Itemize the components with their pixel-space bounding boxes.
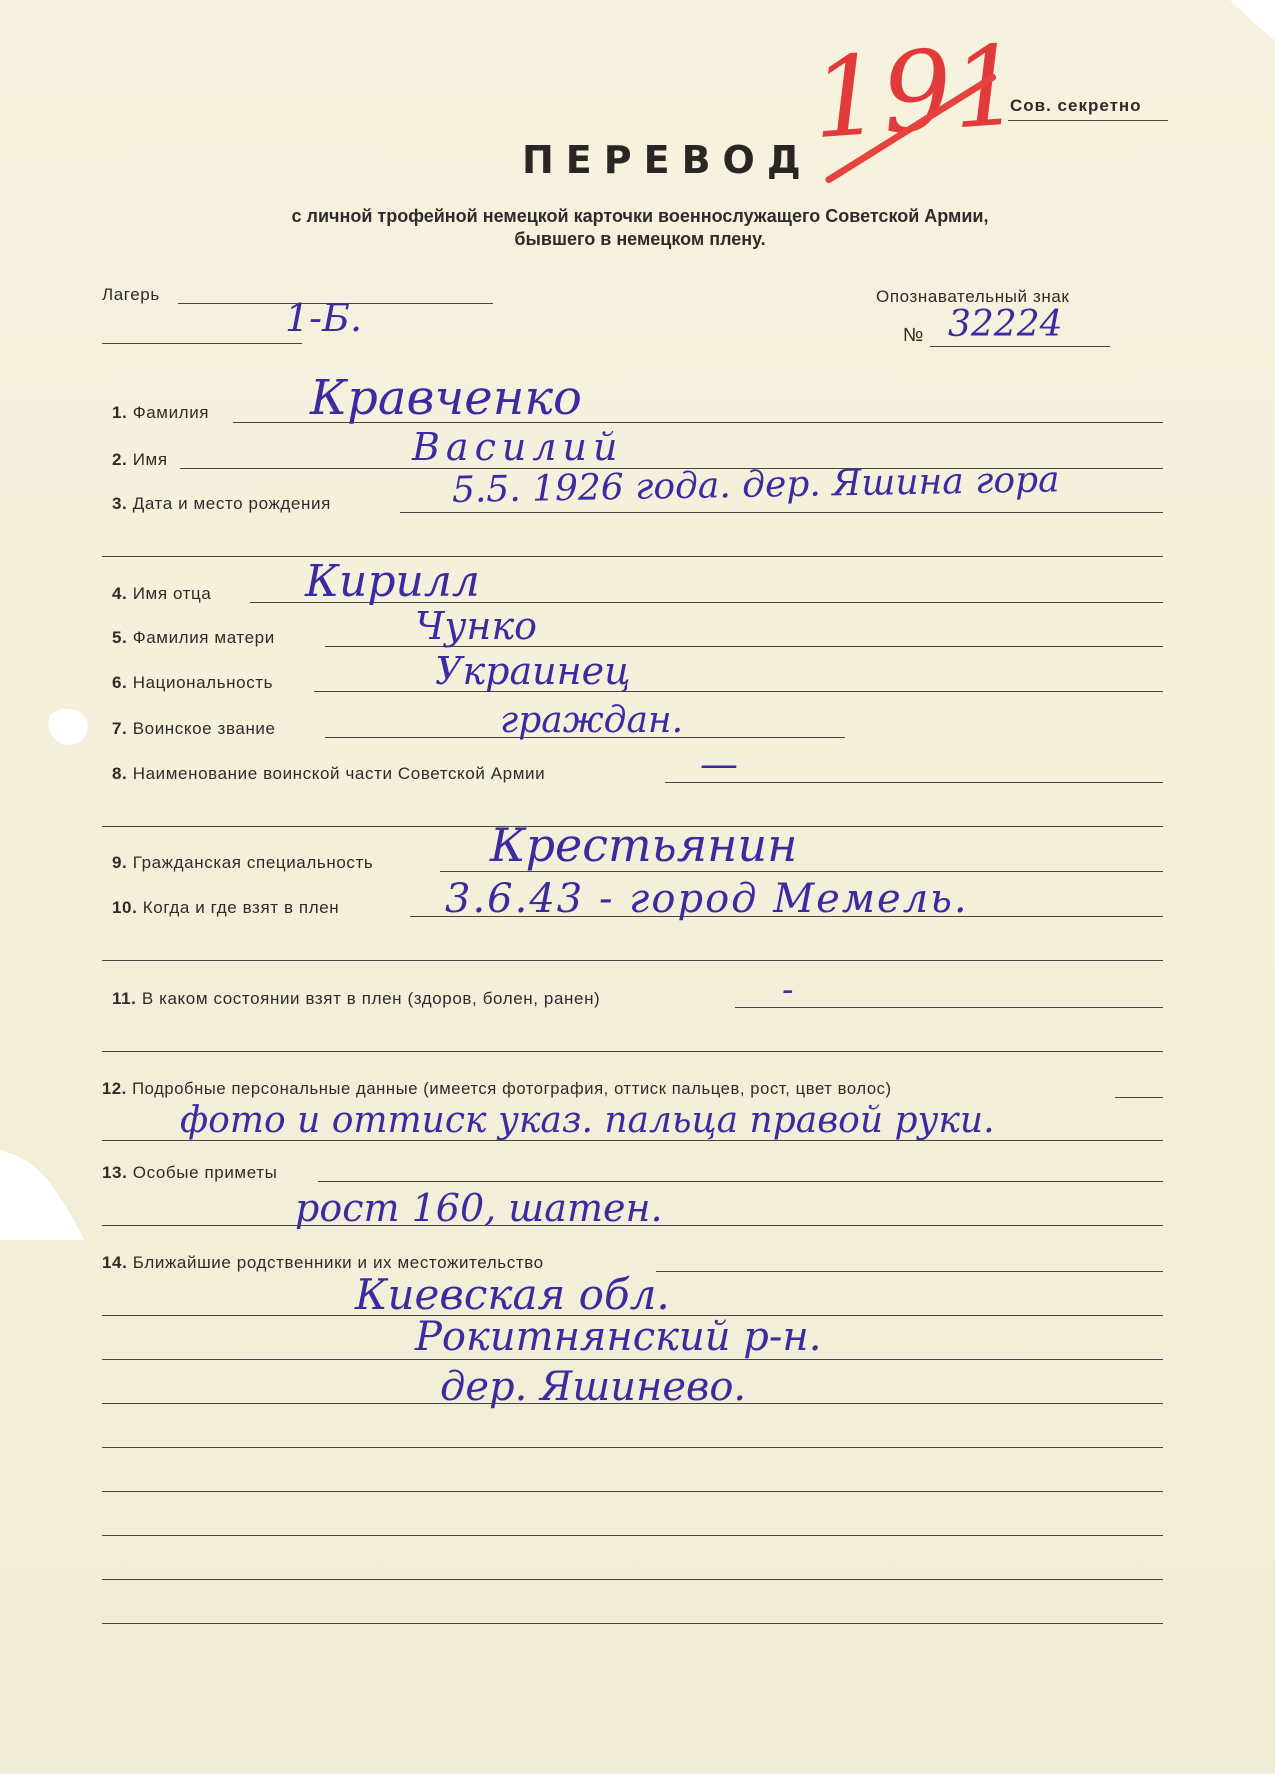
id-tag-label: Опознавательный знак — [876, 287, 1070, 306]
field-9-value: Крестьянин — [490, 818, 798, 872]
field-11-label: В каком состоянии взят в плен (здоров, болен, ранен) — [141, 989, 601, 1008]
punch-hole-top — [48, 709, 87, 745]
field-3-num: 3. — [112, 494, 128, 513]
field-9-num: 9. — [112, 853, 128, 872]
field-1-label: Фамилия — [132, 403, 210, 422]
field-13-value: рост 160, шатен. — [295, 1186, 663, 1230]
field-2-label: Имя — [132, 450, 168, 469]
field-12-value: фото и оттиск указ. пальца правой руки. — [180, 1100, 995, 1141]
field-7-num: 7. — [112, 719, 128, 738]
relatives-value-3: дер. Яшинево. — [440, 1364, 747, 1410]
field-7-value: граждан. — [500, 700, 684, 741]
field-6-label: Национальность — [132, 673, 274, 692]
field-11-num: 11. — [112, 989, 137, 1008]
field-8-num: 8. — [112, 764, 128, 783]
field-4-num: 4. — [112, 584, 128, 603]
field-14-label: Ближайшие родственники и их местожительство — [132, 1253, 544, 1272]
field-8-value: — — [700, 742, 738, 786]
field-1-value: Кравченко — [310, 370, 582, 426]
field-3-label: Дата и место рождения — [132, 494, 331, 513]
field-6-num: 6. — [112, 673, 128, 692]
field-2-num: 2. — [112, 450, 128, 469]
field-5-value: Чунко — [415, 604, 538, 648]
field-1-num: 1. — [112, 403, 128, 422]
field-2-value: Василий — [412, 425, 624, 469]
field-10-num: 10. — [112, 898, 138, 917]
field-6-value: Украинец — [435, 649, 631, 693]
field-7-label: Воинское звание — [132, 719, 276, 738]
field-9-label: Гражданская специальность — [132, 853, 374, 872]
field-13-num: 13. — [102, 1163, 128, 1182]
field-10-label: Когда и где взят в плен — [142, 898, 340, 917]
field-14-num: 14. — [102, 1253, 128, 1272]
field-11-value: - — [782, 970, 794, 1010]
id-tag-number-prefix: № — [903, 325, 924, 346]
field-12-label: Подробные персональные данные (имеется фотография, оттиск пальцев, рост, цвет волос) — [132, 1079, 892, 1098]
relatives-value-2: Рокитнянский р-н. — [415, 1314, 822, 1360]
field-4-label: Имя отца — [132, 584, 212, 603]
page-corner — [1230, 0, 1275, 40]
id-tag-number: 32224 — [948, 304, 1063, 345]
document-subtitle-2: бывшего в немецком плену. — [514, 229, 766, 249]
field-5-label: Фамилия матери — [132, 628, 275, 647]
field-8-label: Наименование воинской части Советской Армии — [132, 764, 546, 783]
torn-edge-lower — [0, 1150, 84, 1240]
field-5-num: 5. — [112, 628, 128, 647]
relatives-value-1: Киевская обл. — [355, 1270, 670, 1319]
document-subtitle-1: с личной трофейной немецкой карточки военнослужащего Советской Армии, — [291, 206, 989, 226]
field-12-num: 12. — [102, 1079, 127, 1098]
red-pencil-mark: 191 — [807, 20, 1027, 164]
field-10-value: 3.6.43 - город Мемель. — [445, 876, 969, 922]
camp-value: 1-Б. — [285, 296, 363, 340]
secrecy-stamp: Сов. секретно — [1010, 96, 1142, 115]
document-title: ПЕРЕВОД — [522, 138, 813, 182]
field-13-label: Особые приметы — [132, 1163, 278, 1182]
field-3-value: 5.5. 1926 года. дер. Яшина гора — [451, 459, 1060, 511]
field-4-value: Кирилл — [305, 556, 480, 607]
camp-label: Лагерь — [102, 285, 160, 304]
